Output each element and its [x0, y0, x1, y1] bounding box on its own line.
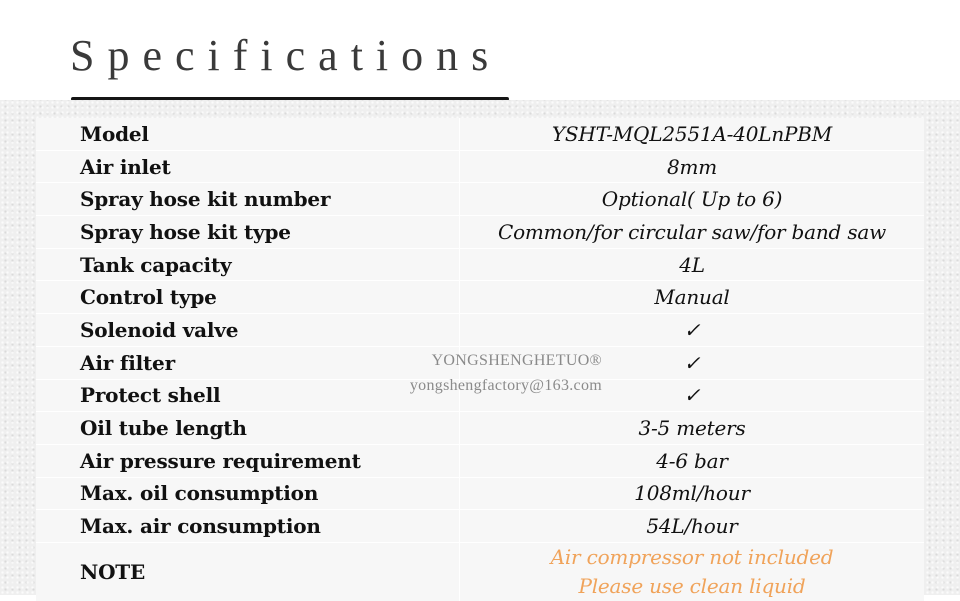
spec-label: Max. air consumption: [36, 510, 460, 542]
spec-value: 8mm: [666, 154, 718, 179]
spec-label: Protect shell: [36, 380, 460, 412]
spec-value: 4-6 bar: [656, 448, 728, 473]
spec-label: Max. oil consumption: [36, 478, 460, 510]
note-line: Air compressor not included: [550, 544, 834, 569]
page-title: Specifications: [70, 31, 502, 80]
spec-label: Oil tube length: [36, 412, 460, 444]
table-row: [36, 249, 924, 282]
table-row: [36, 151, 924, 184]
spec-label: Spray hose kit type: [36, 216, 460, 248]
note-label: NOTE: [36, 543, 460, 601]
spec-label: Solenoid valve: [36, 314, 460, 346]
spec-value: 3-5 meters: [638, 416, 746, 441]
note-line: Please use clean liquid: [578, 573, 806, 598]
spec-value: 54L/hour: [646, 514, 738, 539]
check-icon: ✓: [683, 317, 701, 342]
table-row: [36, 281, 924, 314]
table-row: [36, 412, 924, 445]
note-value: [460, 543, 924, 601]
spec-value: Common/for circular saw/for band saw: [497, 219, 887, 244]
spec-value: 4L: [679, 252, 705, 277]
spec-label: Model: [36, 118, 460, 150]
note-row: [36, 543, 924, 601]
check-icon: ✓: [683, 383, 701, 408]
spec-label: Tank capacity: [36, 249, 460, 281]
spec-value: Manual: [654, 285, 730, 310]
spec-label: Air filter: [36, 347, 460, 379]
watermark-brand: YONGSHENGHETUO®: [431, 352, 602, 369]
table-row: [36, 445, 924, 478]
spec-label: Air pressure requirement: [36, 445, 460, 477]
spec-value: YSHT-MQL2551A-40LnPBM: [551, 121, 833, 146]
watermark: [410, 348, 602, 398]
spec-label: Spray hose kit number: [36, 183, 460, 215]
table-row: [36, 478, 924, 511]
table-row: [36, 183, 924, 216]
spec-value: Optional( Up to 6): [601, 187, 783, 212]
spec-label: Air inlet: [36, 151, 460, 183]
check-icon: ✓: [683, 350, 701, 375]
table-row: [36, 118, 924, 151]
spec-label: Control type: [36, 281, 460, 313]
watermark-email: yongshengfactory@163.com: [409, 377, 602, 394]
table-row: [36, 314, 924, 347]
table-row: [36, 216, 924, 249]
table-row: [36, 510, 924, 543]
spec-value: 108ml/hour: [634, 481, 750, 506]
